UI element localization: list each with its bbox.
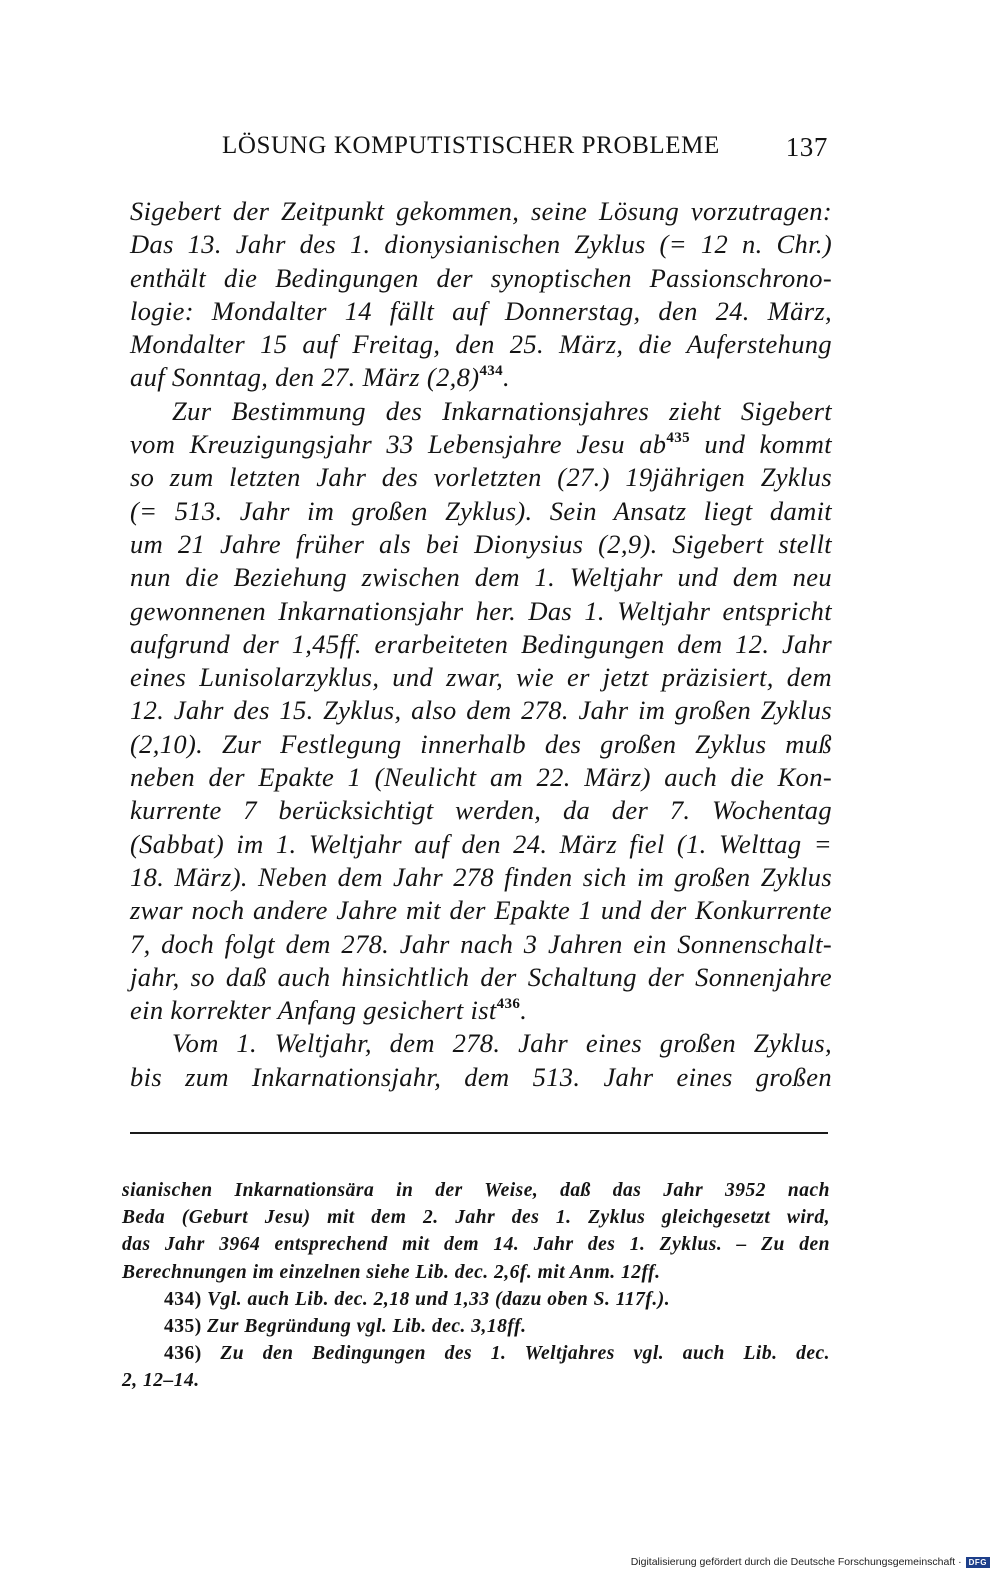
- footnote-line: sianischen Inkarnationsära in der Weise, daß das Jahr 3952 nach: [122, 1180, 830, 1201]
- text-line: Das 13. Jahr des 1. dionysianischen Zyklus (= 12 n. Chr.): [130, 229, 832, 260]
- text-line: kurrente 7 berücksichtigt werden, da der 7. Wochentag: [130, 795, 832, 826]
- footnote-text: Zu den Bedingungen des 1. Weltjahres vgl. auch Lib. dec.: [201, 1343, 830, 1365]
- dfg-logo: DFG: [966, 1557, 990, 1568]
- footnote-ref[interactable]: 435: [666, 430, 690, 447]
- text-line: eines Lunisolarzyklus, und zwar, wie er jetzt präzisiert, dem: [130, 662, 832, 693]
- text-line: gewonnenen Inkarnationsjahr her. Das 1. Weltjahr entspricht: [130, 595, 832, 626]
- text-line: Zur Bestimmung des Inkarnationsjahres zieht Sigebert: [172, 395, 832, 426]
- text-line: jahr, so daß auch hinsichtlich der Schaltung der Sonnenjahre: [130, 961, 832, 992]
- running-head: [130, 132, 832, 172]
- footnote-number: 435): [164, 1316, 202, 1338]
- footnote-ref[interactable]: 434: [479, 363, 503, 380]
- text-line: logie: Mondalter 14 fällt auf Donnerstag, den 24. März,: [130, 295, 832, 326]
- text-fragment: vom Kreuzigungsjahr 33 Lebensjahre Jesu ab: [130, 429, 667, 460]
- text-line: enthält die Bedingungen der synoptischen Passionschrono-: [130, 262, 832, 293]
- text-line: so zum letzten Jahr des vorletzten (27.) 19jährigen Zyklus: [130, 462, 832, 493]
- text-line: Vom 1. Weltjahr, dem 278. Jahr eines großen Zyklus,: [172, 1028, 832, 1059]
- text-line: [130, 428, 832, 461]
- text-line: (= 513. Jahr im großen Zyklus). Sein Ansatz liegt damit: [130, 495, 832, 526]
- text-line: um 21 Jahre früher als bei Dionysius (2,9). Sigebert stellt: [130, 528, 832, 559]
- digitization-credit: [631, 1556, 990, 1568]
- text-line: 12. Jahr des 15. Zyklus, also dem 278. Jahr im großen Zyklus: [130, 695, 832, 726]
- text-line: [130, 361, 832, 394]
- footnotes: [122, 1177, 830, 1395]
- footnote-line: Beda (Geburt Jesu) mit dem 2. Jahr des 1. Zyklus gleichgesetzt wird,: [122, 1207, 830, 1229]
- text-line: nun die Beziehung zwischen dem 1. Weltjahr und dem neu: [130, 562, 832, 593]
- text-line: zwar noch andere Jahre mit der Epakte 1 und der Konkurrente: [130, 895, 832, 926]
- text-line: (Sabbat) im 1. Weltjahr auf den 24. März fiel (1. Welttag =: [130, 828, 832, 859]
- footnote-line: das Jahr 3964 entsprechend mit dem 14. Jahr des 1. Zyklus. – Zu den: [122, 1234, 830, 1256]
- text-line: Sigebert der Zeitpunkt gekommen, seine Lösung vorzutragen:: [130, 196, 832, 226]
- footnote-number: 436): [164, 1343, 202, 1365]
- text-fragment: ein korrekter Anfang gesichert ist: [130, 995, 497, 1026]
- page-number: 137: [785, 132, 828, 162]
- text-line: [130, 994, 832, 1027]
- footnote-text: Vgl. auch Lib. dec. 2,18 und 1,33 (dazu oben S. 117f.).: [201, 1288, 671, 1310]
- text-line: Mondalter 15 auf Freitag, den 25. März, die Auferstehung: [130, 329, 832, 360]
- text-fragment: und kommt: [689, 429, 832, 460]
- text-fragment: .: [520, 995, 528, 1026]
- footnote-line: 2, 12–14.: [122, 1370, 200, 1392]
- text-line: 18. März). Neben dem Jahr 278 finden sich im großen Zyklus: [130, 861, 832, 892]
- footnote-line: Berechnungen im einzelnen siehe Lib. dec. 2,6f. mit Anm. 12ff.: [122, 1261, 661, 1283]
- text-fragment: auf Sonntag, den 27. März (2,8): [130, 362, 480, 393]
- text-line: 7, doch folgt dem 278. Jahr nach 3 Jahren ein Sonnenschalt-: [130, 928, 832, 959]
- main-text: [130, 195, 832, 1094]
- text-fragment: .: [503, 362, 510, 393]
- footnote-434: [122, 1286, 830, 1313]
- credit-text: Digitalisierung gefördert durch die Deutsche Forschungsgemeinschaft ·: [630, 1556, 962, 1568]
- text-line: neben der Epakte 1 (Neulicht am 22. März) auch die Kon-: [130, 762, 832, 793]
- text-line: aufgrund der 1,45ff. erarbeiteten Bedingungen dem 12. Jahr: [130, 628, 832, 659]
- footnote-436: [122, 1340, 830, 1367]
- footnote-separator: [130, 1132, 828, 1134]
- footnote-number: 434): [164, 1288, 202, 1310]
- text-line: bis zum Inkarnationsjahr, dem 513. Jahr eines großen: [130, 1061, 832, 1092]
- footnote-435: [122, 1313, 830, 1340]
- text-line: (2,10). Zur Festlegung innerhalb des großen Zyklus muß: [130, 728, 832, 759]
- chapter-title: LÖSUNG KOMPUTISTISCHER PROBLEME: [222, 132, 720, 159]
- footnote-text: Zur Begründung vgl. Lib. dec. 3,18ff.: [201, 1316, 527, 1338]
- footnote-ref[interactable]: 436: [496, 996, 521, 1013]
